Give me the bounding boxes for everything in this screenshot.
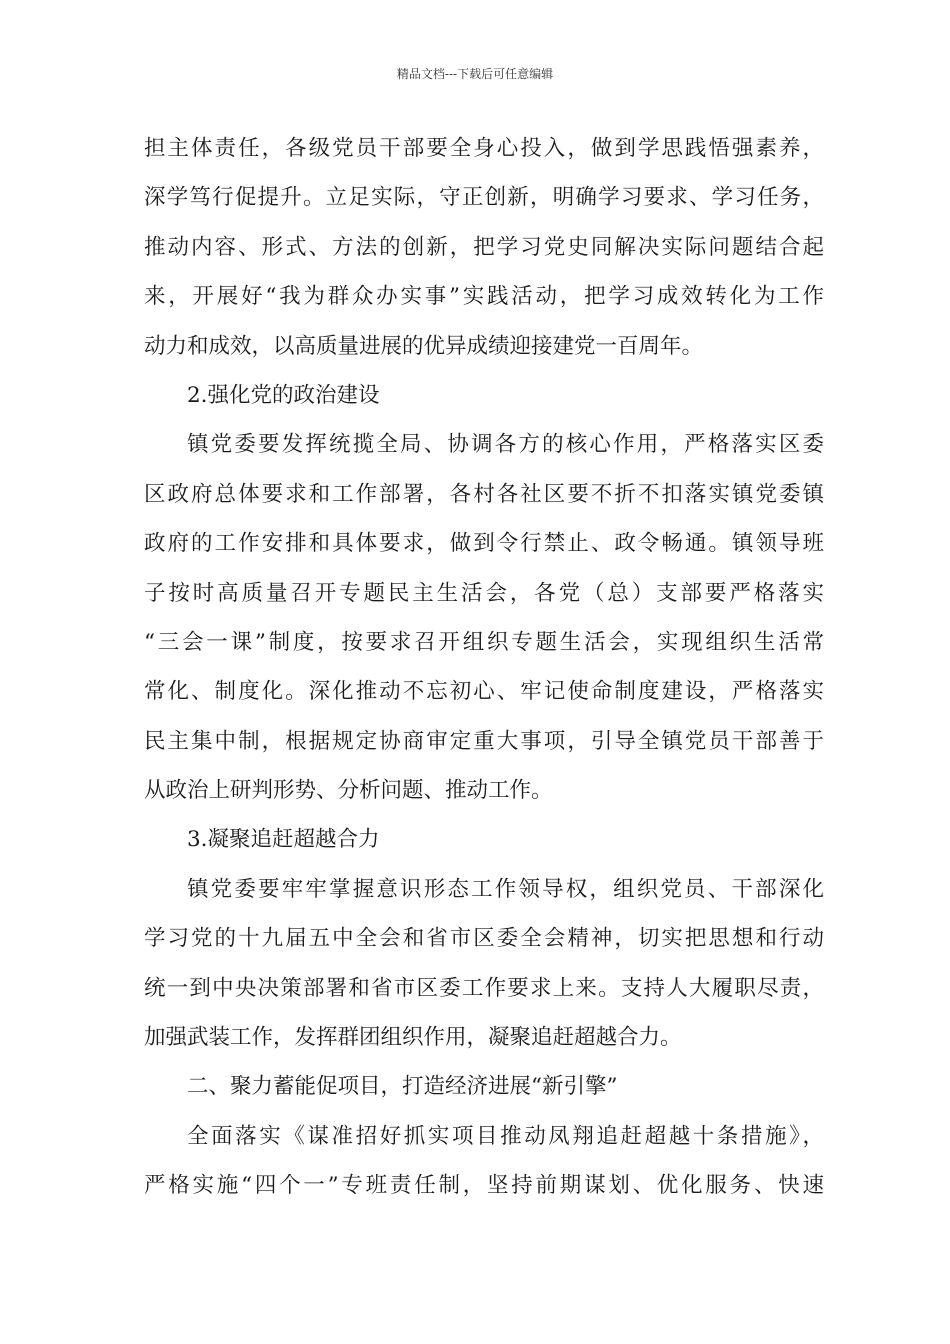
text-line: 加强武装工作，发挥群团组织作用，凝聚追赶超越合力。 bbox=[144, 1025, 682, 1051]
text-line: 民主集中制，根据规定协商审定重大事项，引导全镇党员干部善于 bbox=[144, 728, 824, 754]
text-line: 从政治上研判形势、分析问题、推动工作。 bbox=[144, 778, 553, 804]
text-line: 镇党委要发挥统揽全局、协调各方的核心作用，严格落实区委 bbox=[187, 432, 824, 458]
text-line: 深学笃行促提升。立足实际，守正创新，明确学习要求、学习任务， bbox=[144, 185, 824, 211]
text-line: 全面落实《谋准招好抓实项目推动凤翔追赶超越十条措施》， bbox=[187, 1123, 824, 1149]
text-line: 来，开展好“我为群众办实事”实践活动，把学习成效转化为工作 bbox=[144, 284, 824, 310]
text-line: 推动内容、形式、方法的创新，把学习党史同解决实际问题结合起 bbox=[144, 234, 824, 260]
text-line: 严格实施“四个一”专班责任制，坚持前期谋划、优化服务、快速 bbox=[144, 1173, 824, 1199]
text-line: “三会一课”制度，按要求召开组织专题生活会，实现组织生活常 bbox=[144, 629, 824, 655]
text-line: 担主体责任，各级党员干部要全身心投入，做到学思践悟强素养， bbox=[144, 136, 824, 161]
text-line: 2.强化党的政治建设 bbox=[187, 382, 380, 408]
text-line: 区政府总体要求和工作部署，各村各社区要不折不扣落实镇党委镇 bbox=[144, 481, 824, 507]
page-header: 精品文档---下载后可任意编辑 bbox=[396, 67, 554, 81]
document-body bbox=[144, 124, 824, 1211]
text-line: 镇党委要牢牢掌握意识形态工作领导权，组织党员、干部深化 bbox=[187, 876, 824, 902]
text-line: 子按时高质量召开专题民主生活会，各党（总）支部要严格落实 bbox=[144, 580, 824, 606]
text-line: 统一到中央决策部署和省市区委工作要求上来。支持人大履职尽责， bbox=[144, 975, 824, 1001]
text-line: 常化、制度化。深化推动不忘初心、牢记使命制度建设，严格落实 bbox=[144, 679, 824, 705]
text-line: 学习党的十九届五中全会和省市区委全会精神，切实把思想和行动 bbox=[144, 926, 824, 952]
text-line: 二、聚力蓄能促项目，打造经济进展“新引擎” bbox=[187, 1074, 618, 1100]
text-line: 动力和成效，以高质量进展的优异成绩迎接建党一百周年。 bbox=[144, 333, 704, 359]
text-line: 政府的工作安排和具体要求，做到令行禁止、政令畅通。镇领导班 bbox=[144, 531, 824, 557]
text-line: 3.凝聚追赶超越合力 bbox=[187, 827, 380, 853]
